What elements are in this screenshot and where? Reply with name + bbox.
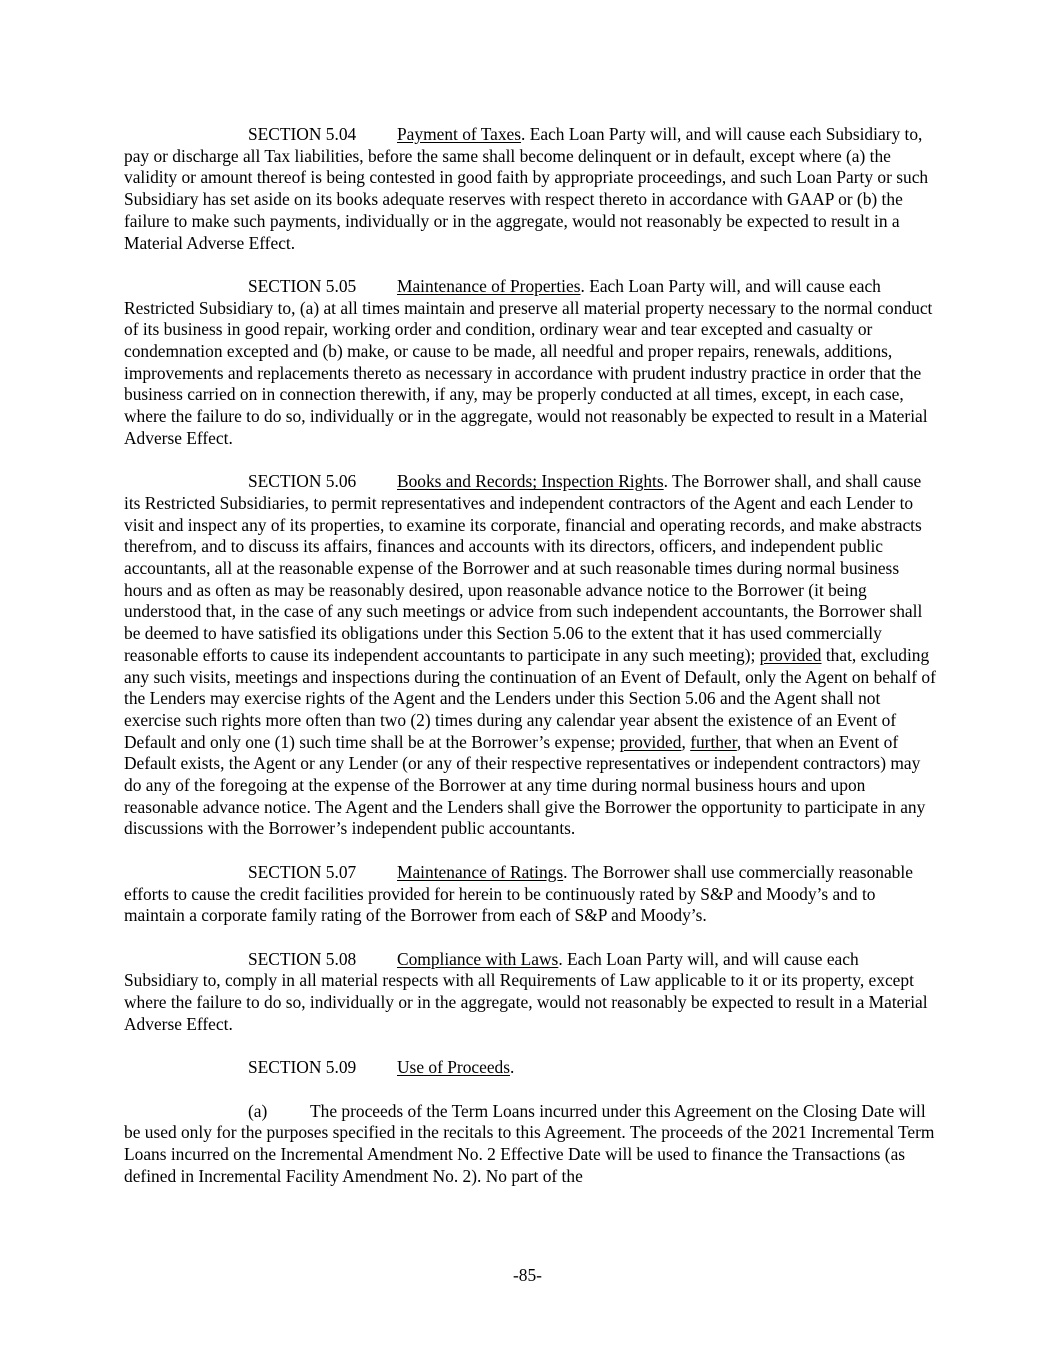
section-body: . The Borrower shall use commercially reasonable efforts to cause the credit facilities provided for herein to be continuously rated by S&P and Moody’s and to maintain a corporate family rating of the Borrower from each of S&P and Moody’s.: [124, 861, 913, 926]
section-number: SECTION 5.05: [248, 275, 357, 296]
section-title: Maintenance of Properties: [397, 275, 581, 296]
section-title: Use of Proceeds: [397, 1057, 511, 1078]
subsection-label: (a): [248, 1100, 268, 1121]
section-5-09: [124, 1057, 936, 1079]
section-body-part-3: , that when an Event of Default exists, the Agent or any Lender (or any of their respective representatives or independent contractors) may do any of the foregoing at the expense of the Borrower at any time during normal business hours and upon reasonable advance notice. The Agent and the Lenders shall give the Borrower the opportunity to participate in any discussions with the Borrower’s independent public accountants.: [124, 731, 926, 839]
section-5-04: [124, 124, 936, 254]
section-body: . Each Loan Party will, and will cause each Subsidiary to, comply in all material respects with all Requirements of Law applicable to it or its property, except where the failure to do so, individually or in the aggregate, would not reasonably be expected to result in a Material Adverse Effect.: [124, 948, 928, 1034]
provided-term: provided: [619, 731, 682, 752]
section-title: Payment of Taxes: [397, 124, 522, 144]
section-5-05: [124, 276, 936, 450]
section-body-part-1: . The Borrower shall, and shall cause its Restricted Subsidiaries, to permit representatives and independent contractors of the Agent and each Lender to visit and inspect any of its properties, to examine its corporate, financial and operating records, and make abstracts therefrom, and to discuss its affairs, finances and accounts with its directors, officers, and independent public accountants, all at the reasonable expense of the Borrower and at such reasonable times during normal business hours and as often as may be reasonably desired, upon reasonable advance notice to the Borrower (it being understood that, in the case of any such meetings or advice from such independent accountants, the Borrower shall be deemed to have satisfied its obligations under this Section 5.06 to the extent that it has used commercially reasonable efforts to cause its independent accountants to participate in any such meeting);: [124, 471, 923, 665]
section-number: SECTION 5.09: [248, 1057, 357, 1078]
section-5-06: [124, 471, 936, 840]
section-title: Maintenance of Ratings: [397, 861, 564, 882]
subsection-body: The proceeds of the Term Loans incurred under this Agreement on the Closing Date will be used only for the purposes specified in the recitals to this Agreement. The proceeds of the 2021 Incremental Term Loans incurred on the Incremental Amendment No. 2 Effective Date will be used to finance the Transactions (as defined in Incremental Facility Amendment No. 2). No part of the: [124, 1100, 935, 1186]
section-title: Books and Records; Inspection Rights: [397, 471, 664, 492]
section-body: . Each Loan Party will, and will cause each Subsidiary to, pay or discharge all Tax liabilities, before the same shall become delinquent or in default, except where (a) the validity or amount thereof is being contested in good faith by appropriate proceedings, and such Loan Party or such Subsidiary has set aside on its books adequate reserves with respect thereto in accordance with GAAP or (b) the failure to make such payments, individually or in the aggregate, would not reasonably be expected to result in a Material Adverse Effect.: [124, 124, 929, 253]
section-5-08: [124, 949, 936, 1036]
document-page: [124, 124, 936, 1209]
subsection-a: [124, 1101, 936, 1188]
page-number: -85-: [513, 1265, 542, 1285]
provided-term: provided: [759, 644, 822, 665]
section-body-part-2: that, excluding any such visits, meetings and inspections during the continuation of an Event of Default, only the Agent on behalf of the Lenders may exercise rights of the Agent and the Lenders under this Section 5.06 and the Agent shall not exercise such rights more often than two (2) times during any calendar year absent the existence of an Event of Default and only one (1) such time shall be at the Borrower’s expense;: [124, 644, 936, 752]
section-number: SECTION 5.07: [248, 861, 357, 882]
section-body: . Each Loan Party will, and will cause each Restricted Subsidiary to, (a) at all times maintain and preserve all material property necessary to the normal conduct of its business in good repair, working order and condition, ordinary wear and tear excepted and casualty or condemnation excepted and (b) make, or cause to be made, all needful and proper repairs, renewals, additions, improvements and replacements thereto as necessary in accordance with prudent industry practice in order that the business carried on in connection therewith, if any, may be properly conducted at all times, except, in each case, where the failure to do so, individually or in the aggregate, would not reasonably be expected to result in a Material Adverse Effect.: [124, 275, 933, 448]
section-number: SECTION 5.08: [248, 948, 357, 969]
further-term: further: [690, 731, 737, 752]
section-number: SECTION 5.06: [248, 471, 357, 492]
section-5-07: [124, 862, 936, 927]
section-title: Compliance with Laws: [397, 948, 559, 969]
section-body: .: [510, 1057, 515, 1078]
comma: ,: [681, 731, 691, 752]
section-number: SECTION 5.04: [248, 124, 357, 144]
